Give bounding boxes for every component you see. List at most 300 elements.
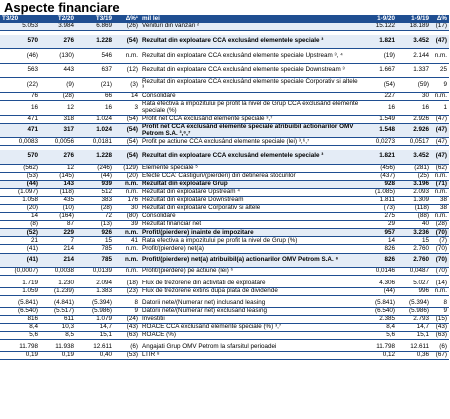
value-cell: n.m. xyxy=(114,229,140,237)
value-cell: n.m. xyxy=(114,180,140,188)
value-cell: 1.821 xyxy=(361,150,397,164)
value-cell: (21) xyxy=(76,78,114,93)
value-cell: (17) xyxy=(431,23,449,31)
table-row xyxy=(0,180,449,188)
table-row xyxy=(0,196,449,204)
value-cell: (437) xyxy=(361,172,397,180)
value-cell: 2.760 xyxy=(397,245,431,253)
value-cell: (44) xyxy=(76,172,114,180)
value-cell: (54) xyxy=(114,123,140,138)
value-cell: 8 xyxy=(114,299,140,307)
value-cell: 317 xyxy=(40,123,76,138)
row-label: Investitii xyxy=(140,315,361,323)
table-row xyxy=(0,150,449,164)
table-row xyxy=(0,307,449,315)
value-cell: (456) xyxy=(361,164,397,172)
row-label: Profit/(pierdere) pe actiune (lei) ⁶ xyxy=(140,268,361,276)
value-cell: 1.383 xyxy=(76,287,114,295)
table-row xyxy=(0,343,449,351)
table-row xyxy=(0,23,449,31)
table-row xyxy=(0,268,449,276)
value-cell: (5.394) xyxy=(397,299,431,307)
value-cell: 15,1 xyxy=(397,331,431,339)
value-cell: (47) xyxy=(431,150,449,164)
value-cell: (14) xyxy=(431,280,449,288)
value-cell: (6) xyxy=(431,343,449,351)
value-cell: 9 xyxy=(431,307,449,315)
table-row xyxy=(0,213,449,221)
value-cell: 1.228 xyxy=(76,35,114,49)
value-cell: 11.798 xyxy=(361,343,397,351)
value-cell: (47) xyxy=(431,123,449,138)
value-cell: 16 xyxy=(397,101,431,116)
value-cell: 570 xyxy=(0,150,40,164)
row-label: Profit/(pierdere) net(a) atribuibil(a) actionarilor OMV Petrom S.A. ⁶ xyxy=(140,253,361,268)
value-cell: (47) xyxy=(431,35,449,49)
value-cell: (5.841) xyxy=(361,299,397,307)
value-cell: 8,5 xyxy=(40,331,76,339)
value-cell: 0,0273 xyxy=(361,138,397,146)
table-row xyxy=(0,123,449,138)
value-cell: (59) xyxy=(397,78,431,93)
value-cell: (24) xyxy=(114,315,140,323)
value-cell: 11.938 xyxy=(40,343,76,351)
value-cell: 0,0038 xyxy=(40,268,76,276)
value-cell: (8) xyxy=(0,221,40,229)
value-cell: (5.394) xyxy=(76,299,114,307)
value-cell: 12.611 xyxy=(397,343,431,351)
row-label: Rezultat din exploatare CCA exclusând elementele speciale ³ xyxy=(140,150,361,164)
value-cell: 570 xyxy=(0,35,40,49)
value-cell: 8,4 xyxy=(0,323,40,331)
value-cell: (5.517) xyxy=(40,307,76,315)
value-cell: (44) xyxy=(361,287,397,295)
value-cell: (63) xyxy=(114,331,140,339)
value-cell: 176 xyxy=(114,196,140,204)
value-cell: 15 xyxy=(397,237,431,245)
value-cell: 957 xyxy=(361,229,397,237)
value-cell: (70) xyxy=(431,253,449,268)
value-cell: 38 xyxy=(431,196,449,204)
value-cell: 1.024 xyxy=(76,115,114,123)
value-cell: 229 xyxy=(40,229,76,237)
table-row xyxy=(0,172,449,180)
value-cell: 1.230 xyxy=(40,280,76,288)
value-cell: 16 xyxy=(76,101,114,116)
value-cell: 1.059 xyxy=(0,287,40,295)
value-cell: (9) xyxy=(40,78,76,93)
table-row xyxy=(0,35,449,49)
row-label: Profit pe actiune CCA exclusând elemente speciale (lei) ³,⁶,⁷ xyxy=(140,138,361,146)
row-label: Rezultat din exploatare CCA exclusând elemente speciale Corporativ si altele ³ xyxy=(140,78,361,93)
value-cell: (70) xyxy=(431,268,449,276)
value-cell: 928 xyxy=(361,180,397,188)
value-cell: n.m. xyxy=(431,213,449,221)
value-cell: 14 xyxy=(0,213,40,221)
value-cell: (6.540) xyxy=(0,307,40,315)
value-cell: 14 xyxy=(114,92,140,100)
value-cell: (13) xyxy=(76,221,114,229)
value-cell: 0,0056 xyxy=(40,138,76,146)
value-cell: 0,12 xyxy=(361,351,397,359)
value-cell: 76 xyxy=(0,92,40,100)
table-row xyxy=(0,237,449,245)
value-cell: (28) xyxy=(40,92,76,100)
table-row xyxy=(0,323,449,331)
table-row xyxy=(0,188,449,196)
value-cell: (53) xyxy=(114,351,140,359)
value-cell: 214 xyxy=(40,245,76,253)
table-row xyxy=(0,78,449,93)
value-cell: 939 xyxy=(76,180,114,188)
value-cell: n.m. xyxy=(114,253,140,268)
value-cell: 0,0487 xyxy=(397,268,431,276)
table-row xyxy=(0,49,449,64)
value-cell: (67) xyxy=(431,351,449,359)
value-cell: 5.027 xyxy=(397,280,431,288)
value-cell: 1.058 xyxy=(0,196,40,204)
value-cell: 1.548 xyxy=(361,123,397,138)
value-cell: (19) xyxy=(361,49,397,64)
value-cell: (20) xyxy=(114,172,140,180)
value-cell: (246) xyxy=(76,164,114,172)
value-cell: 143 xyxy=(40,180,76,188)
table-row xyxy=(0,205,449,213)
row-label: Flux de trezorerie din activitati de exploatare xyxy=(140,280,361,288)
value-cell: 0,19 xyxy=(40,351,76,359)
table-row xyxy=(0,115,449,123)
row-label: Rezultat din exploatare Downstream xyxy=(140,196,361,204)
value-cell: 12.611 xyxy=(76,343,114,351)
row-label: Rezultat din exploatare Corporativ si altele xyxy=(140,205,361,213)
value-cell: n.m. xyxy=(431,287,449,295)
table-row xyxy=(0,315,449,323)
row-label: Datorii nete/(Numerar net) inclusand leasing xyxy=(140,299,361,307)
row-label: Rata efectiva a impozitului pe profit la nivel de Grup CCA exclusând elemente speciale (%) xyxy=(140,101,361,116)
header-cell: 1-9/20 xyxy=(361,15,397,23)
value-cell: 29 xyxy=(361,221,397,229)
table-row xyxy=(0,101,449,116)
value-cell: (41) xyxy=(0,245,40,253)
value-cell: 72 xyxy=(76,213,114,221)
row-label: Flux de trezorerie extins după plata de dividende xyxy=(140,287,361,295)
value-cell: 14,7 xyxy=(76,323,114,331)
value-cell: 0,0181 xyxy=(76,138,114,146)
header-cell: T3/20 xyxy=(0,15,40,23)
value-cell: (54) xyxy=(114,150,140,164)
row-label: Rezultat din exploatare Upstream ⁴ xyxy=(140,188,361,196)
value-cell: (70) xyxy=(431,245,449,253)
value-cell: 1.337 xyxy=(397,63,431,78)
value-cell: (5.841) xyxy=(0,299,40,307)
table-body xyxy=(0,23,449,359)
value-cell: 11.798 xyxy=(0,343,40,351)
row-label: Consolidare xyxy=(140,213,361,221)
value-cell: 816 xyxy=(0,315,40,323)
value-cell: n.m. xyxy=(431,188,449,196)
value-cell: (54) xyxy=(114,138,140,146)
value-cell: 1.309 xyxy=(397,196,431,204)
value-cell: (1.097) xyxy=(0,188,40,196)
value-cell: 227 xyxy=(361,92,397,100)
value-cell: (1.239) xyxy=(40,287,76,295)
value-cell: 38 xyxy=(431,205,449,213)
value-cell: (5.986) xyxy=(397,307,431,315)
value-cell: 0,36 xyxy=(397,351,431,359)
value-cell: (281) xyxy=(397,164,431,172)
value-cell: 87 xyxy=(40,221,76,229)
value-cell: 8 xyxy=(431,299,449,307)
value-cell: 637 xyxy=(76,63,114,78)
value-cell: (15) xyxy=(431,315,449,323)
table-row xyxy=(0,287,449,295)
value-cell: 9 xyxy=(431,78,449,93)
value-cell: 8,4 xyxy=(361,323,397,331)
value-cell: (70) xyxy=(431,229,449,237)
value-cell: 214 xyxy=(40,253,76,268)
value-cell: 16 xyxy=(0,101,40,116)
value-cell: (80) xyxy=(114,213,140,221)
row-label: LTIR ⁸ xyxy=(140,351,361,359)
row-label: Profit net CCA exclusând elemente speciale ³,⁷ xyxy=(140,115,361,123)
value-cell: 563 xyxy=(0,63,40,78)
value-cell: 785 xyxy=(76,253,114,268)
value-cell: 7 xyxy=(40,237,76,245)
value-cell: (43) xyxy=(431,323,449,331)
value-cell: 826 xyxy=(361,245,397,253)
table-row xyxy=(0,164,449,172)
value-cell: 14,7 xyxy=(397,323,431,331)
value-cell: 15.122 xyxy=(361,23,397,31)
value-cell: 383 xyxy=(76,196,114,204)
value-cell: (53) xyxy=(0,172,40,180)
value-cell: 1.667 xyxy=(361,63,397,78)
header-cell: Δ%¹ xyxy=(114,15,140,23)
value-cell: (54) xyxy=(114,35,140,49)
value-cell: 0,40 xyxy=(76,351,114,359)
value-cell: (73) xyxy=(361,205,397,213)
header-cell: T2/20 xyxy=(40,15,76,23)
value-cell: n.m. xyxy=(114,49,140,64)
row-label: Profit net CCA exclusând elemente speciale atribuibil actionarilor OMV Petrom S.A. ³,⁶,⁷ xyxy=(140,123,361,138)
table-row xyxy=(0,92,449,100)
value-cell: (6.540) xyxy=(361,307,397,315)
table-row xyxy=(0,63,449,78)
table-row xyxy=(0,253,449,268)
value-cell: 2.385 xyxy=(361,315,397,323)
value-cell: 471 xyxy=(0,123,40,138)
table-row xyxy=(0,138,449,146)
value-cell: (88) xyxy=(397,213,431,221)
value-cell: (20) xyxy=(0,205,40,213)
table-row xyxy=(0,299,449,307)
value-cell: (145) xyxy=(40,172,76,180)
value-cell: 1.821 xyxy=(361,35,397,49)
value-cell: (43) xyxy=(114,323,140,331)
value-cell: 12 xyxy=(40,164,76,172)
value-cell: (130) xyxy=(40,49,76,64)
value-cell: (47) xyxy=(431,115,449,123)
value-cell: 5,6 xyxy=(0,331,40,339)
value-cell: 66 xyxy=(76,92,114,100)
value-cell: (47) xyxy=(431,138,449,146)
value-cell: 826 xyxy=(361,253,397,268)
row-label: Venituri din vanzari ² xyxy=(140,23,361,31)
value-cell: 3.452 xyxy=(397,35,431,49)
value-cell: 0,19 xyxy=(0,351,40,359)
value-cell: 3.984 xyxy=(40,23,76,31)
table-row xyxy=(0,229,449,237)
value-cell: n.m. xyxy=(114,188,140,196)
value-cell: 10,3 xyxy=(40,323,76,331)
value-cell: 1.811 xyxy=(361,196,397,204)
value-cell: (44) xyxy=(0,180,40,188)
value-cell: (46) xyxy=(0,49,40,64)
value-cell: 1.024 xyxy=(76,123,114,138)
row-label: Angajati Grup OMV Petrom la sfarsitul perioadei xyxy=(140,343,361,351)
financial-table xyxy=(0,15,449,360)
table-row xyxy=(0,351,449,359)
value-cell: 21 xyxy=(0,237,40,245)
value-cell: 1.719 xyxy=(0,280,40,288)
value-cell: (562) xyxy=(0,164,40,172)
value-cell: 3.236 xyxy=(397,229,431,237)
row-label: Rezultat financiar net xyxy=(140,221,361,229)
value-cell: 2.926 xyxy=(397,115,431,123)
value-cell: 443 xyxy=(40,63,76,78)
value-cell: n.m. xyxy=(431,49,449,64)
header-cell: T3/19 xyxy=(76,15,114,23)
row-label: Rezultat din exploatare CCA exclusând elementele speciale ³ xyxy=(140,35,361,49)
value-cell: (41) xyxy=(0,253,40,268)
value-cell: 15 xyxy=(76,237,114,245)
value-cell: (25) xyxy=(397,172,431,180)
row-label: Elemente speciale ⁵ xyxy=(140,164,361,172)
value-cell: 12 xyxy=(40,101,76,116)
row-label: Profit/(pierdere) inainte de impozitare xyxy=(140,229,361,237)
value-cell: (23) xyxy=(114,287,140,295)
value-cell: 435 xyxy=(40,196,76,204)
value-cell: 2.760 xyxy=(397,253,431,268)
table-row xyxy=(0,221,449,229)
value-cell: 6.869 xyxy=(76,23,114,31)
value-cell: 2.093 xyxy=(397,188,431,196)
value-cell: 25 xyxy=(431,63,449,78)
row-label: Profit/(pierdere) net(a) xyxy=(140,245,361,253)
row-label: Rezultat din exploatare CCA exclusând elemente speciale Downstream ³ xyxy=(140,63,361,78)
value-cell: 15,1 xyxy=(76,331,114,339)
value-cell: 2.793 xyxy=(397,315,431,323)
value-cell: n.m. xyxy=(114,268,140,276)
value-cell: 1.079 xyxy=(76,315,114,323)
value-cell: 1 xyxy=(431,101,449,116)
value-cell: (18) xyxy=(114,280,140,288)
value-cell: 785 xyxy=(76,245,114,253)
value-cell: 3.196 xyxy=(397,180,431,188)
value-cell: 0,0083 xyxy=(0,138,40,146)
value-cell: (1.085) xyxy=(361,188,397,196)
value-cell: 30 xyxy=(397,92,431,100)
value-cell: 276 xyxy=(40,35,76,49)
value-cell: 16 xyxy=(361,101,397,116)
table-header xyxy=(0,15,449,23)
value-cell: (3) xyxy=(114,78,140,93)
value-cell: (0,0007) xyxy=(0,268,40,276)
value-cell: 30 xyxy=(114,205,140,213)
value-cell: (52) xyxy=(0,229,40,237)
value-cell: n.m. xyxy=(114,245,140,253)
value-cell: 546 xyxy=(76,49,114,64)
value-cell: 9 xyxy=(114,307,140,315)
value-cell: (118) xyxy=(40,188,76,196)
value-cell: (164) xyxy=(40,213,76,221)
section-title: Aspecte financiare xyxy=(4,0,120,15)
value-cell: 318 xyxy=(40,115,76,123)
value-cell: (62) xyxy=(431,164,449,172)
value-cell: (71) xyxy=(431,180,449,188)
value-cell: (54) xyxy=(361,78,397,93)
value-cell: 14 xyxy=(361,237,397,245)
value-cell: 1.549 xyxy=(361,115,397,123)
value-cell: 4.306 xyxy=(361,280,397,288)
value-cell: (26) xyxy=(114,23,140,31)
value-cell: (129) xyxy=(114,164,140,172)
table-row xyxy=(0,245,449,253)
value-cell: 3.452 xyxy=(397,150,431,164)
row-label: ROACE (%) xyxy=(140,331,361,339)
value-cell: 611 xyxy=(40,315,76,323)
row-label: Rezultat din exploatare CCA exclusând elemente speciale Upstream ³, ⁴ xyxy=(140,49,361,64)
value-cell: 1.228 xyxy=(76,150,114,164)
value-cell: 18.189 xyxy=(397,23,431,31)
value-cell: 0,0139 xyxy=(76,268,114,276)
value-cell: 996 xyxy=(397,287,431,295)
header-cell: Δ% xyxy=(431,15,449,23)
value-cell: 471 xyxy=(0,115,40,123)
value-cell: (28) xyxy=(431,221,449,229)
row-label: Consolidare xyxy=(140,92,361,100)
value-cell: (12) xyxy=(114,63,140,78)
value-cell: 0,0517 xyxy=(397,138,431,146)
value-cell: (10) xyxy=(40,205,76,213)
row-label: ROACE CCA exclusând elemente speciale (%) ³,⁷ xyxy=(140,323,361,331)
value-cell: 41 xyxy=(114,237,140,245)
value-cell: 2.094 xyxy=(76,280,114,288)
row-label: Rezultat din exploatare Grup xyxy=(140,180,361,188)
value-cell: (4.841) xyxy=(40,299,76,307)
table-row xyxy=(0,331,449,339)
row-label: Rata efectiva a impozitului pe profit la nivel de Grup (%) xyxy=(140,237,361,245)
value-cell: 276 xyxy=(40,150,76,164)
value-cell: (118) xyxy=(397,205,431,213)
value-cell: 2.144 xyxy=(397,49,431,64)
value-cell: n.m. xyxy=(431,92,449,100)
header-cell: 1-9/19 xyxy=(397,15,431,23)
value-cell: 40 xyxy=(397,221,431,229)
value-cell: (5.986) xyxy=(76,307,114,315)
value-cell: (22) xyxy=(0,78,40,93)
value-cell: 3 xyxy=(114,101,140,116)
header-cell: mil lei xyxy=(140,15,361,23)
table-row xyxy=(0,280,449,288)
value-cell: 512 xyxy=(76,188,114,196)
value-cell: 5,6 xyxy=(361,331,397,339)
value-cell: (54) xyxy=(114,115,140,123)
value-cell: n.m. xyxy=(431,172,449,180)
value-cell: 0,0146 xyxy=(361,268,397,276)
value-cell: (28) xyxy=(76,205,114,213)
value-cell: (63) xyxy=(431,331,449,339)
